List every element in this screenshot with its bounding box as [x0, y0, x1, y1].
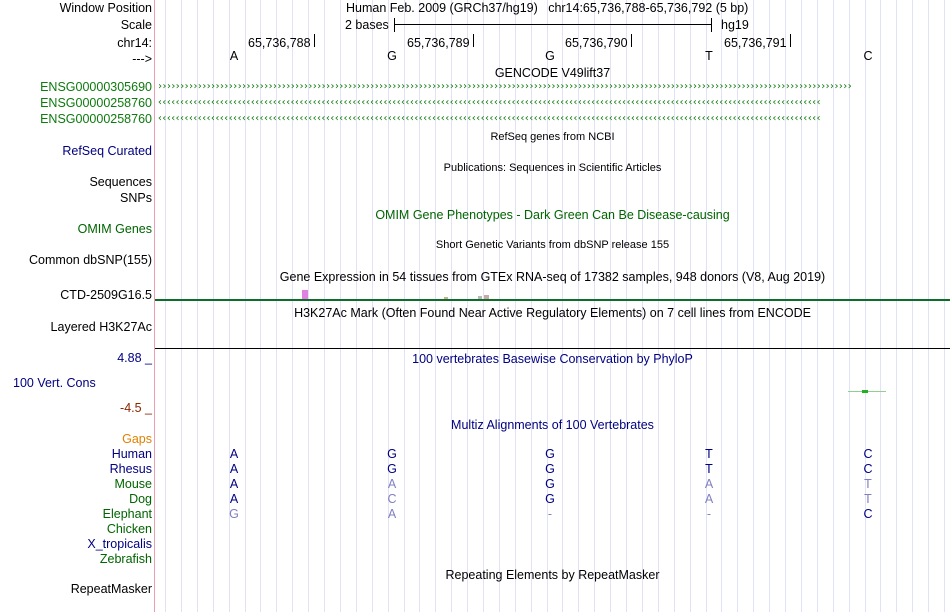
phylop-track-title: 100 vertebrates Basewise Conservation by PhyloP — [412, 352, 693, 366]
alignment-base: C — [863, 507, 873, 521]
alignment-base: A — [229, 447, 239, 461]
scale-bar-right-end — [711, 18, 712, 32]
position-tick — [314, 34, 315, 47]
reference-base: G — [387, 49, 397, 63]
alignment-base: A — [387, 477, 397, 491]
gencode-gene-label[interactable]: ENSG00000258760 — [40, 112, 152, 126]
alignment-base: T — [864, 492, 872, 506]
species-label[interactable]: Elephant — [102, 507, 152, 521]
gencode-track-title: GENCODE V49lift37 — [494, 66, 611, 80]
refseq-track-label[interactable]: RefSeq Curated — [62, 144, 152, 158]
scale-value: 2 bases — [345, 18, 389, 32]
refseq-track-title: RefSeq genes from NCBI — [490, 131, 615, 143]
alignment-base: A — [704, 477, 714, 491]
strand-label: ---> — [132, 52, 152, 66]
position-label: 65,736,788 — [248, 36, 311, 50]
gtex-gene-body[interactable] — [155, 299, 950, 301]
alignment-base: G — [545, 447, 555, 461]
alignment-base: A — [229, 462, 239, 476]
alignment-base: G — [387, 462, 397, 476]
position-tick — [631, 34, 632, 47]
gaps-label[interactable]: Gaps — [122, 432, 152, 446]
h3k27ac-baseline — [155, 348, 950, 349]
position-tick — [473, 34, 474, 47]
window-position-value: Human Feb. 2009 (GRCh37/hg19) chr14:65,736,788-65,736,792 (5 bp) — [346, 1, 749, 15]
alignment-base: T — [705, 462, 713, 476]
species-label[interactable]: Dog — [129, 492, 152, 506]
species-label[interactable]: Chicken — [106, 522, 152, 536]
omim-track-title: OMIM Gene Phenotypes - Dark Green Can Be Disease-causing — [375, 208, 730, 222]
gencode-gene-label[interactable]: ENSG00000258760 — [40, 96, 152, 110]
reference-base: T — [705, 49, 713, 63]
position-tick — [790, 34, 791, 47]
alignment-base: - — [547, 507, 553, 521]
alignment-base: A — [387, 507, 397, 521]
publications-track-title: Publications: Sequences in Scientific Articles — [443, 162, 662, 174]
species-label[interactable]: Human — [111, 447, 152, 461]
alignment-base: G — [545, 462, 555, 476]
gtex-gene-label[interactable]: CTD-2509G16.5 — [60, 288, 152, 302]
alignment-base: T — [705, 447, 713, 461]
scale-db: hg19 — [721, 18, 749, 32]
repeatmasker-track-label[interactable]: RepeatMasker — [70, 582, 152, 596]
multiz-track-title: Multiz Alignments of 100 Vertebrates — [451, 418, 654, 432]
gene-feature-reverse[interactable]: ‹‹‹‹‹‹‹‹‹‹‹‹‹‹‹‹‹‹‹‹‹‹‹‹‹‹‹‹‹‹‹‹‹‹‹‹‹‹‹‹‹‹‹‹‹‹‹‹‹‹‹‹‹‹‹‹‹‹‹‹‹‹‹‹‹‹‹‹‹‹‹‹‹‹‹‹‹‹‹‹‹‹‹‹‹‹‹‹‹‹‹‹‹‹‹‹‹‹‹‹‹‹‹‹‹‹‹‹‹‹‹‹‹‹‹‹‹‹‹‹‹‹‹‹‹‹‹‹‹‹‹‹‹‹‹‹‹‹‹‹‹‹‹‹‹‹‹‹‹‹ — [157, 98, 821, 108]
omim-track-label[interactable]: OMIM Genes — [77, 222, 152, 236]
dbsnp-track-label[interactable]: Common dbSNP(155) — [29, 253, 152, 267]
scale-bar — [394, 24, 712, 25]
gene-feature-forward[interactable]: ››››››››››››››››››››››››››››››››››››››››››››››››››››››››››››››››››››››››››››››››››››››››››››››››››››››››››››››››››››››››››››››››››››››››››››››››››››››››››››› — [157, 82, 852, 92]
species-label[interactable]: X_tropicalis — [87, 537, 152, 551]
repeatmasker-track-title: Repeating Elements by RepeatMasker — [445, 568, 660, 582]
position-label: 65,736,790 — [565, 36, 628, 50]
h3k27ac-track-label[interactable]: Layered H3K27Ac — [50, 320, 152, 334]
species-label[interactable]: Mouse — [114, 477, 152, 491]
scale-bar-left-end — [394, 18, 395, 32]
reference-base: C — [863, 49, 873, 63]
h3k27ac-track-title: H3K27Ac Mark (Often Found Near Active Regulatory Elements) on 7 cell lines from ENCODE — [294, 306, 811, 320]
phylop-track-label[interactable]: 100 Vert. Cons — [13, 376, 96, 390]
species-label[interactable]: Zebrafish — [99, 552, 152, 566]
species-label[interactable]: Rhesus — [109, 462, 152, 476]
snps-track-label[interactable]: SNPs — [120, 191, 152, 205]
window-position-label: Window Position — [59, 1, 152, 15]
gencode-gene-label[interactable]: ENSG00000305690 — [40, 80, 152, 94]
position-label: 65,736,791 — [724, 36, 787, 50]
alignment-base: C — [863, 462, 873, 476]
alignment-base: G — [545, 492, 555, 506]
alignment-base: A — [704, 492, 714, 506]
alignment-base: G — [387, 447, 397, 461]
sequences-track-label[interactable]: Sequences — [89, 175, 152, 189]
chrom-label: chr14: — [117, 36, 152, 50]
alignment-base: C — [387, 492, 397, 506]
alignment-base: - — [706, 507, 712, 521]
reference-base: G — [545, 49, 555, 63]
phylop-score-bar — [862, 390, 868, 393]
alignment-base: G — [229, 507, 239, 521]
gene-feature-reverse[interactable]: ‹‹‹‹‹‹‹‹‹‹‹‹‹‹‹‹‹‹‹‹‹‹‹‹‹‹‹‹‹‹‹‹‹‹‹‹‹‹‹‹‹‹‹‹‹‹‹‹‹‹‹‹‹‹‹‹‹‹‹‹‹‹‹‹‹‹‹‹‹‹‹‹‹‹‹‹‹‹‹‹‹‹‹‹‹‹‹‹‹‹‹‹‹‹‹‹‹‹‹‹‹‹‹‹‹‹‹‹‹‹‹‹‹‹‹‹‹‹‹‹‹‹‹‹‹‹‹‹‹‹‹‹‹‹‹‹‹‹‹‹‹‹‹‹‹‹‹‹‹‹ — [157, 114, 821, 124]
phylop-max-label: 4.88 _ — [117, 351, 152, 365]
reference-base: A — [229, 49, 239, 63]
phylop-min-label: -4.5 _ — [120, 401, 152, 415]
scale-label: Scale — [120, 18, 152, 32]
alignment-base: A — [229, 477, 239, 491]
gtex-expression-bar[interactable] — [302, 290, 308, 299]
dbsnp-track-title: Short Genetic Variants from dbSNP release 155 — [435, 239, 670, 251]
alignment-base: G — [545, 477, 555, 491]
gtex-track-title: Gene Expression in 54 tissues from GTEx RNA-seq of 17382 samples, 948 donors (V8, Aug 2019) — [279, 270, 826, 284]
alignment-base: C — [863, 447, 873, 461]
alignment-base: T — [864, 477, 872, 491]
position-label: 65,736,789 — [407, 36, 470, 50]
alignment-base: A — [229, 492, 239, 506]
